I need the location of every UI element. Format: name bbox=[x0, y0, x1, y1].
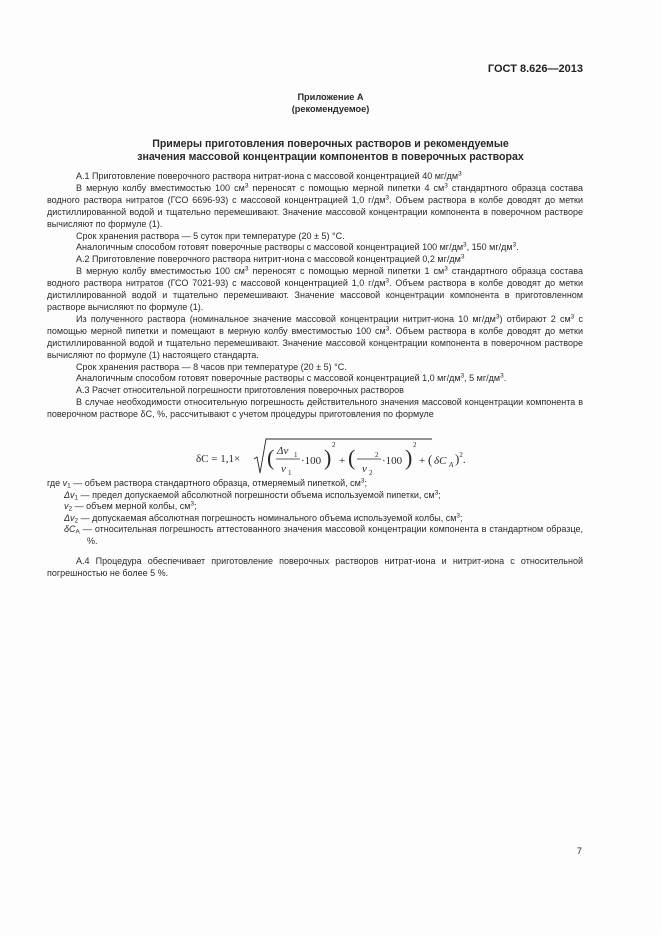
closing-text bbox=[47, 556, 583, 580]
paragraph-a3: А.3 Расчет относительной погрешности приготовления поверочных растворов bbox=[76, 385, 404, 396]
definitions-list bbox=[47, 478, 583, 548]
appendix-status: (рекомендуемое) bbox=[291, 103, 370, 114]
definition-dv2: $\Delta v_2$ — допускаемая абсолютная погрешность номинального объема используемой колбы, $см^3$; bbox=[64, 512, 463, 525]
formula-plus-2: + bbox=[419, 455, 426, 467]
paragraph-a1-procedure: В мерную колбу вместимостью 100 $см^3$ переносят с помощью мерной пипетки 4 $см^3$ стандартного образца состава водного раствора нитратов (ГСО 6696-93) с массовой концентрацией 1,0 $г/дм^3$. Объем раствора в колбе доводят до метки дистиллированной водой и тщательно перемешивают. Значение массовой концентрации компонента в поверочном растворе вычисляют по формуле (1). bbox=[47, 182, 583, 229]
body-text bbox=[47, 171, 583, 421]
formula-dv1: Δv bbox=[277, 445, 289, 457]
formula-dv2-index: 2 bbox=[375, 451, 379, 459]
formula-dca-index: A bbox=[449, 461, 454, 469]
left-paren-2: ( bbox=[348, 445, 356, 470]
formula-dca: δC bbox=[434, 455, 447, 467]
formula-dv1-index: 1 bbox=[294, 451, 298, 459]
formula-v1-index: 1 bbox=[288, 469, 292, 477]
paragraph-storage-1: Срок хранения раствора — 5 суток при температуре (20 ± 5) °С. bbox=[76, 230, 345, 241]
paragraph-a1: А.1 Приготовление поверочного раствора нитрат-иона с массовой концентрацией 40 $мг/дм^3$ bbox=[76, 170, 462, 181]
page-number: 7 bbox=[576, 846, 582, 857]
formula-hundred-2: ·100 bbox=[382, 455, 403, 467]
formula-end: )$^2$. bbox=[455, 451, 466, 466]
formula-hundred-1: ·100 bbox=[301, 455, 322, 467]
appendix-title: Приложение А bbox=[297, 92, 364, 102]
formula-lhs: δC = 1,1× bbox=[196, 453, 241, 465]
right-paren-2: ) bbox=[405, 445, 413, 470]
formula-square-2: 2 bbox=[413, 441, 417, 449]
formula-v1: v bbox=[281, 463, 286, 475]
paragraph-a2-procedure: В мерную колбу вместимостью 100 $см^3$ переносят с помощью мерной пипетки 1 $см^3$ стандартного образца состава водного раствора нитратов (ГСО 7021-93) с массовой концентрацией 1,0 $г/дм^3$. Объем раствора в колбе доводят до метки дистиллированной водой и тщательно перемешивают. Значение массовой концентрации компонента в приготовленном растворе вычисляют по формуле (1). bbox=[47, 265, 583, 312]
paragraph-storage-2: Срок хранения раствора — 8 часов при температуре (20 ± 5) °С. bbox=[76, 361, 347, 372]
formula-v2: v bbox=[362, 463, 367, 475]
section-title bbox=[0, 138, 661, 164]
definition-v2: $v_2$ — объем мерной колбы, $см^3$; bbox=[64, 500, 197, 513]
definition-dv1: $\Delta v_1$ — предел допускаемой абсолютной погрешности объема используемой пипетки, $см^3$; bbox=[64, 489, 441, 502]
left-paren-1: ( bbox=[267, 445, 275, 470]
appendix-heading bbox=[0, 92, 661, 115]
paragraph-error-calc: В случае необходимости относительную погрешность действительного значения массовой концентрации компонента в поверочном растворе δС, %, рассчитывают с учетом процедуры приготовления по формуле bbox=[47, 397, 583, 420]
paragraph-a2: А.2 Приготовление поверочного раствора нитрит-иона с массовой концентрацией 0,2 $мг/дм^3$ bbox=[76, 253, 465, 265]
definition-dca: $\delta C_A$ — относительная погрешность аттестованного значения массовой концентрации компонента в стандартном образце, %. bbox=[64, 524, 583, 546]
paragraph-dilution: Из полученного раствора (номинальное значение массовой концентрации нитрит-иона 10 $мг/дм^3$) отбирают 2 $см^3$ с помощью мерной пипетки и помещают в мерную колбу вместимостью 100 $см^3$. Объем раствора в колбе доводят до метки дистиллированной водой и тщательно перемешивают. Значение массовой концентрации компонента в поверочном растворе вычисляют по формуле (1) настоящего стандарта. bbox=[47, 313, 583, 360]
formula-v2-index: 2 bbox=[369, 469, 373, 477]
definition-v1: где $v_1$ — объем раствора стандартного образца, отмеряемый пипеткой, $см^3$; bbox=[47, 477, 367, 490]
formula-square-1: 2 bbox=[332, 441, 336, 449]
document-code: ГОСТ 8.626—2013 bbox=[487, 63, 583, 75]
section-title-line-1: Примеры приготовления поверочных растворов и рекомендуемые bbox=[152, 138, 509, 150]
formula-plus-1: + bbox=[339, 455, 346, 467]
section-title-line-2: значения массовой концентрации компонентов в поверочных растворах bbox=[137, 151, 524, 163]
paragraph-similar-1: Аналогичным способом готовят поверочные растворы с массовой концентрацией 100 $мг/дм^3$, 150 $мг/дм^3$. bbox=[76, 241, 519, 253]
paragraph-a4: А.4 Процедура обеспечивает приготовление поверочных растворов нитрат-иона и нитрит-иона с относительной погрешностью не более 5 %. bbox=[47, 556, 583, 578]
error-formula bbox=[196, 437, 456, 479]
left-paren-3: ( bbox=[428, 452, 433, 467]
right-paren-1: ) bbox=[324, 445, 332, 470]
paragraph-similar-2: Аналогичным способом готовят поверочные растворы с массовой концентрацией 1,0 $мг/дм^3$, 5 $мг/дм^3$. bbox=[76, 372, 507, 384]
